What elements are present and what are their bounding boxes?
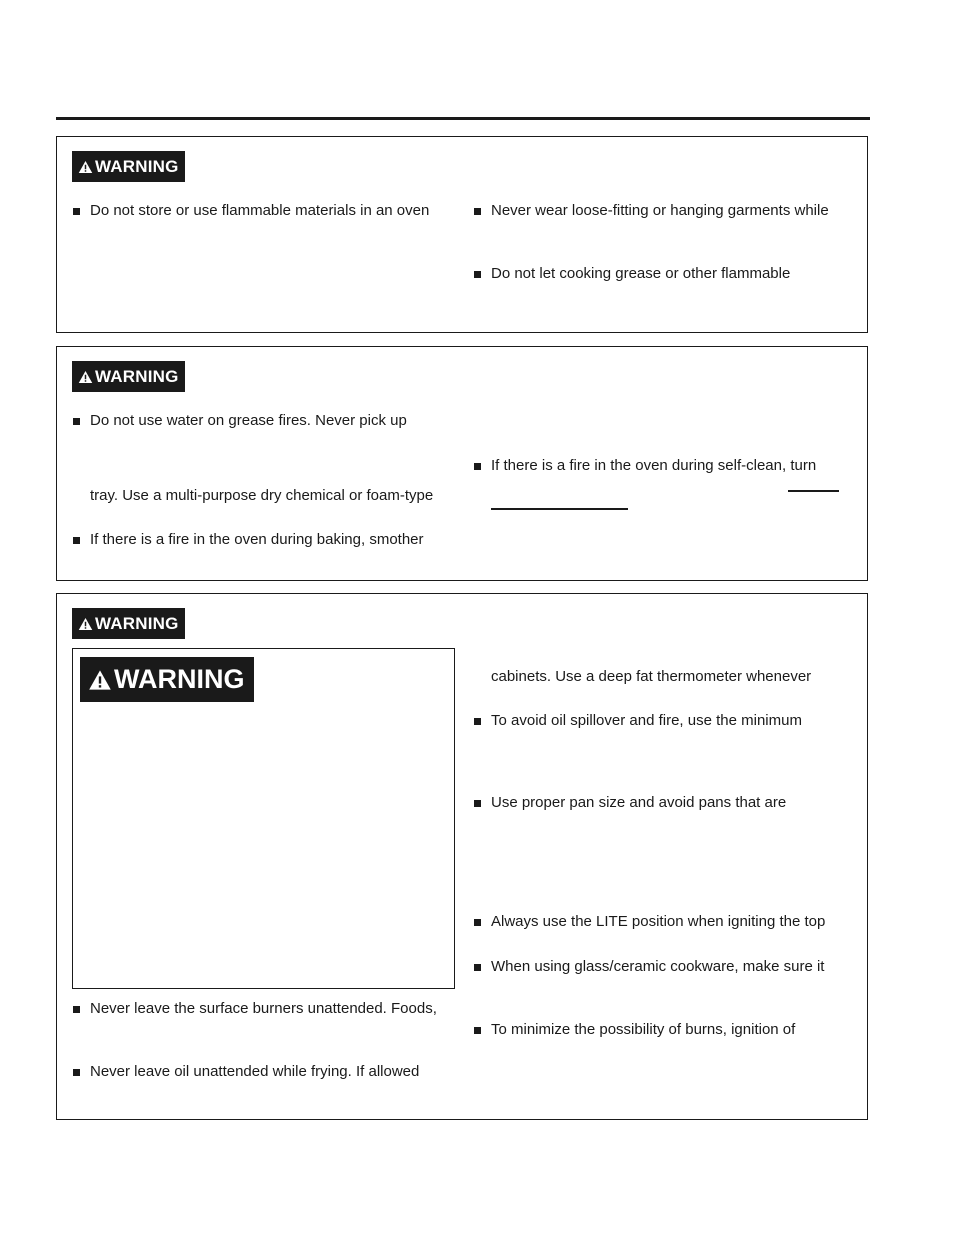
bullet-icon bbox=[474, 208, 481, 215]
list-item: Never wear loose-fitting or hanging garments while bbox=[491, 202, 829, 219]
list-item: Always use the LITE position when igniting the top bbox=[491, 913, 826, 930]
list-item-continuation: tray. Use a multi-purpose dry chemical or foam-type bbox=[90, 487, 434, 504]
list-item: Do not store or use flammable materials in an oven bbox=[90, 202, 430, 219]
bullet-icon bbox=[474, 964, 481, 971]
list-item: Never leave oil unattended while frying. If allowed bbox=[90, 1063, 420, 1080]
warning-label: WARNING bbox=[114, 664, 245, 694]
list-item-continuation: cabinets. Use a deep fat thermometer whenever bbox=[491, 668, 812, 685]
bullet-icon bbox=[474, 1027, 481, 1034]
header-rule bbox=[56, 117, 870, 120]
warning-triangle-icon bbox=[78, 370, 93, 384]
inner-warning-badge bbox=[80, 657, 254, 702]
warning-triangle-icon bbox=[78, 160, 93, 174]
list-item: If there is a fire in the oven during baking, smother bbox=[90, 531, 424, 548]
bullet-icon bbox=[474, 718, 481, 725]
underline bbox=[491, 508, 628, 510]
warning-label: WARNING bbox=[95, 613, 179, 633]
bullet-icon bbox=[73, 1069, 80, 1076]
list-item: Never leave the surface burners unattended. Foods, bbox=[90, 1000, 437, 1017]
list-item: Use proper pan size and avoid pans that are bbox=[491, 794, 787, 811]
bullet-icon bbox=[73, 537, 80, 544]
warning-box-1 bbox=[56, 136, 868, 333]
warning-badge bbox=[72, 151, 185, 182]
warning-triangle-icon bbox=[88, 669, 112, 691]
bullet-icon bbox=[474, 463, 481, 470]
bullet-icon bbox=[73, 418, 80, 425]
list-item: If there is a fire in the oven during self-clean, turn bbox=[491, 457, 817, 474]
bullet-icon bbox=[73, 1006, 80, 1013]
list-item: Do not let cooking grease or other flammable bbox=[491, 265, 791, 282]
bullet-icon bbox=[474, 919, 481, 926]
list-item: Do not use water on grease fires. Never pick up bbox=[90, 412, 407, 429]
list-item: To minimize the possibility of burns, ignition of bbox=[491, 1021, 796, 1038]
bullet-icon bbox=[73, 208, 80, 215]
warning-badge bbox=[72, 608, 185, 639]
warning-badge bbox=[72, 361, 185, 392]
inner-warning-box bbox=[72, 648, 455, 989]
warning-label: WARNING bbox=[95, 156, 179, 176]
warning-triangle-icon bbox=[78, 617, 93, 631]
underline bbox=[788, 490, 839, 492]
list-item: To avoid oil spillover and fire, use the minimum bbox=[491, 712, 802, 729]
bullet-icon bbox=[474, 271, 481, 278]
bullet-icon bbox=[474, 800, 481, 807]
warning-label: WARNING bbox=[95, 366, 179, 386]
list-item: When using glass/ceramic cookware, make sure it bbox=[491, 958, 825, 975]
